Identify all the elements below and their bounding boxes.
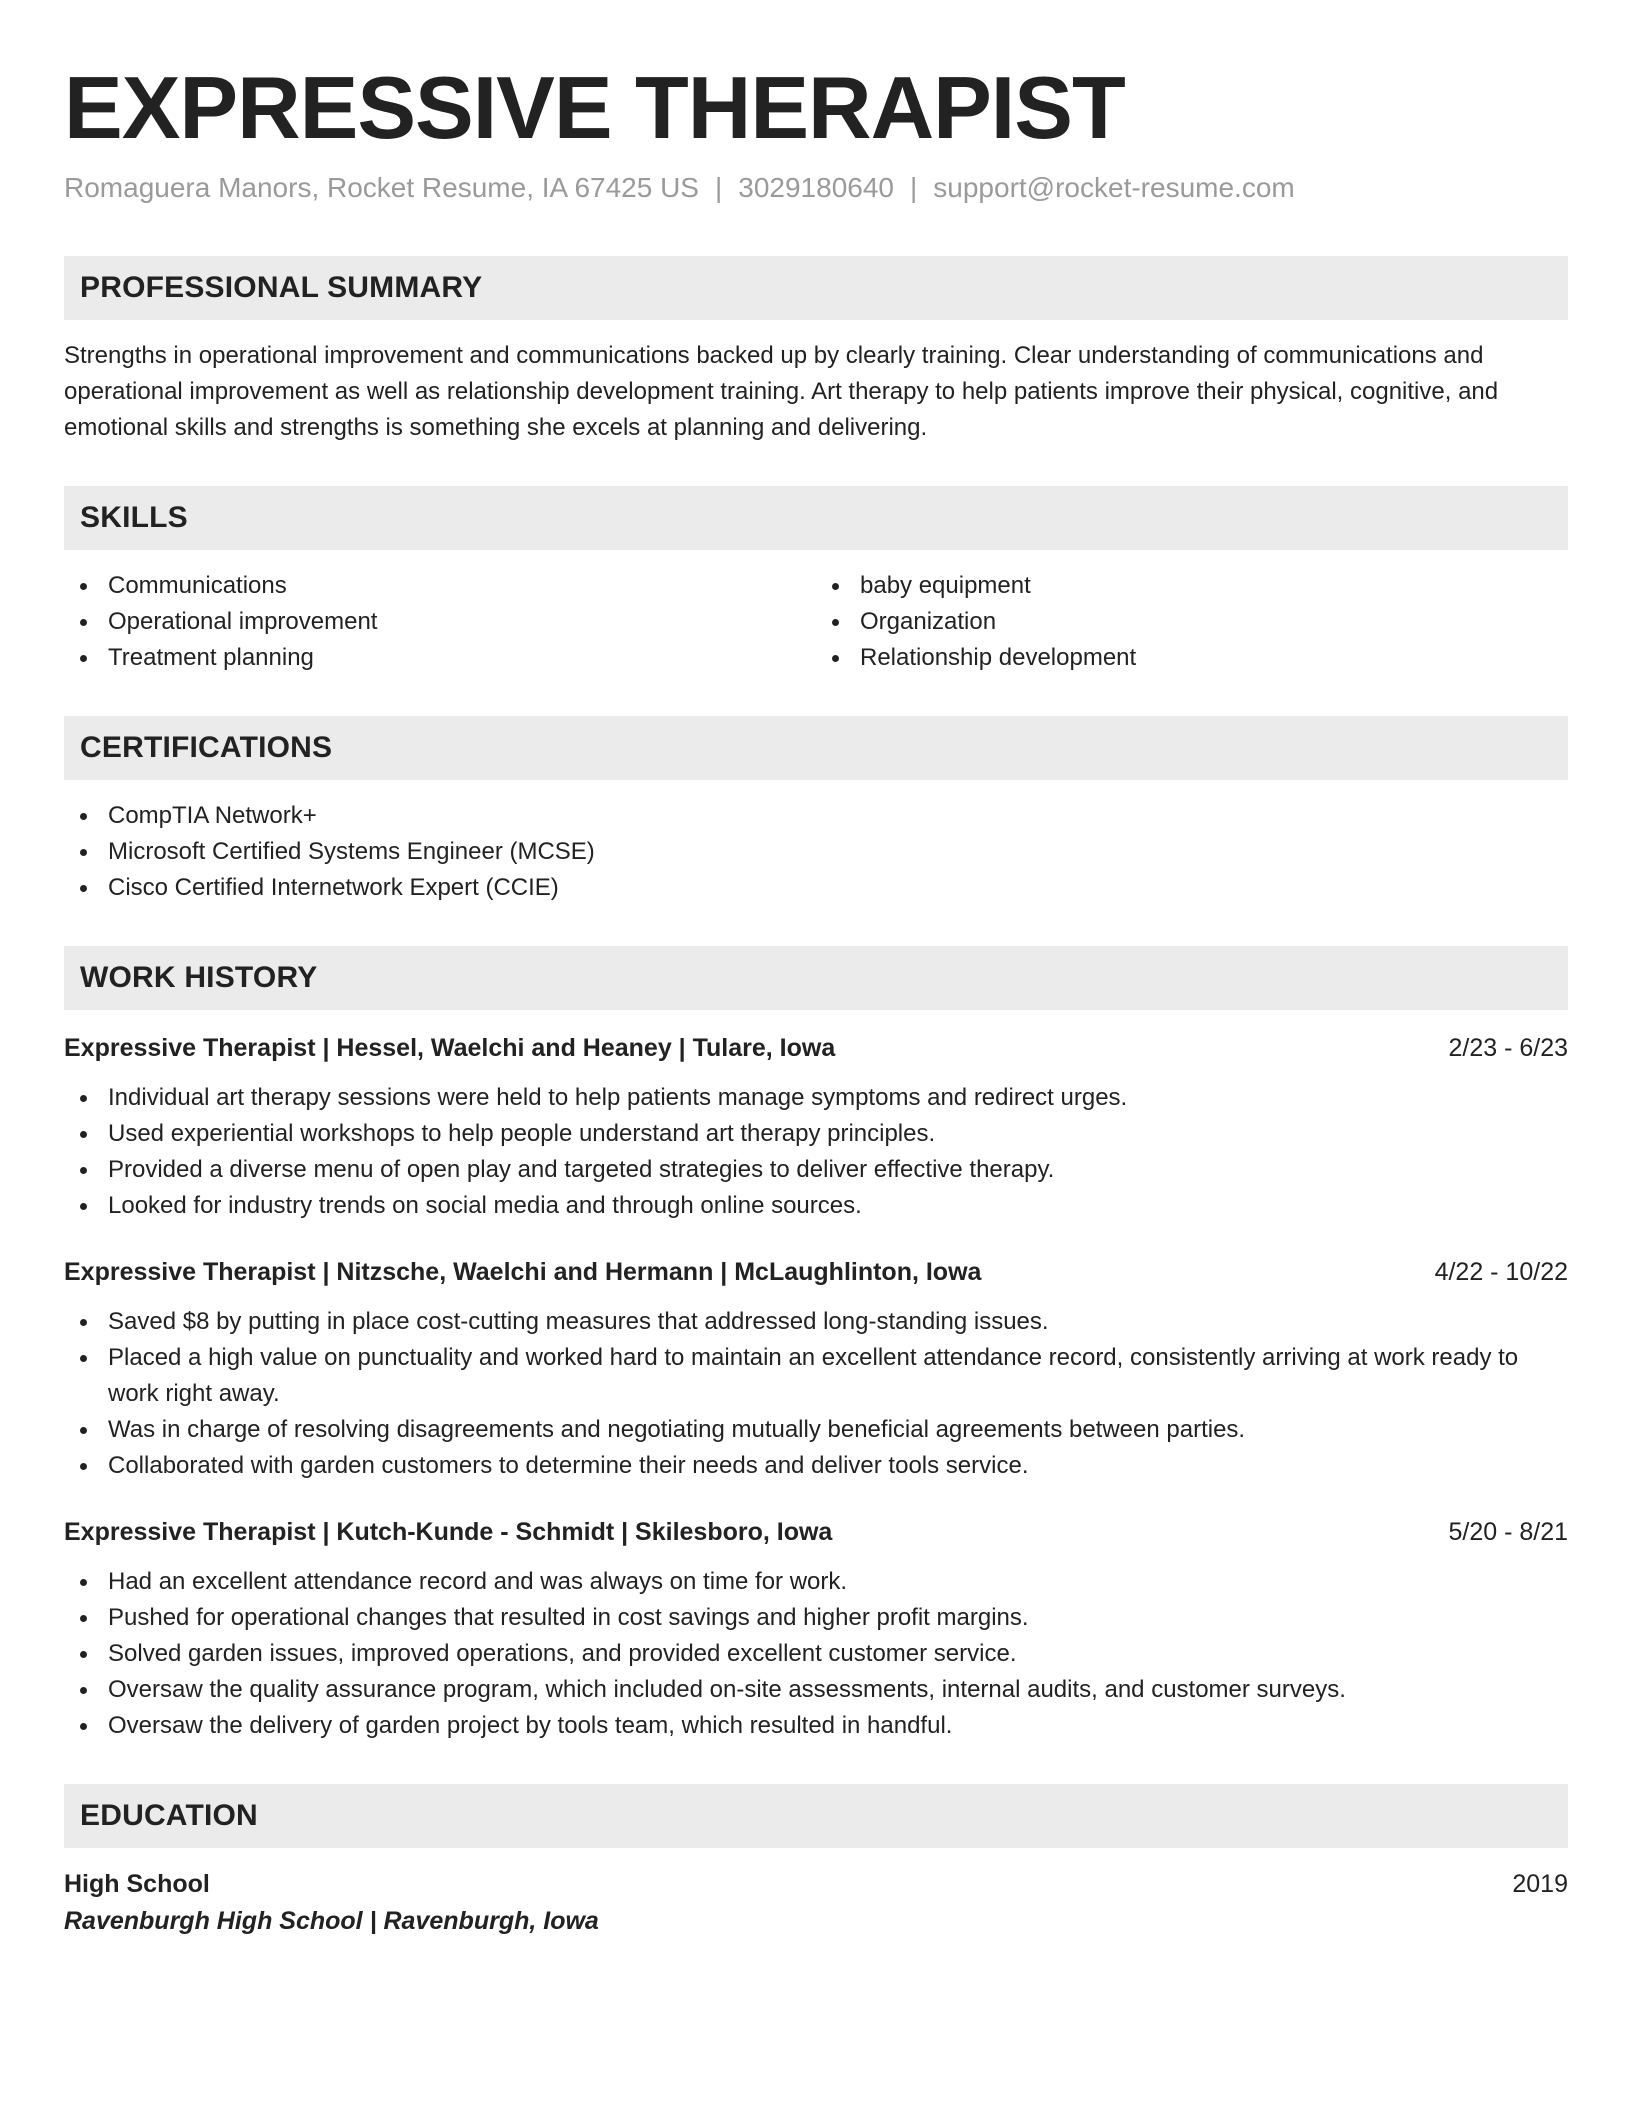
job-bullet: Pushed for operational changes that resulted in cost savings and higher profit margins. (64, 1600, 1568, 1636)
skills-grid (64, 568, 1568, 676)
skill-item: baby equipment (816, 568, 1568, 604)
skill-item: Communications (64, 568, 816, 604)
job-header (64, 1514, 1568, 1550)
job-bullet: Oversaw the quality assurance program, which included on-site assessments, internal audits, and customer surveys. (64, 1672, 1568, 1708)
skill-item: Operational improvement (64, 604, 816, 640)
education-year: 2019 (1512, 1870, 1568, 1898)
job-bullets (64, 1080, 1568, 1224)
job-bullet: Looked for industry trends on social media and through online sources. (64, 1188, 1568, 1224)
job-bullet: Used experiential workshops to help people understand art therapy principles. (64, 1116, 1568, 1152)
job-bullet: Saved $8 by putting in place cost-cutting measures that addressed long-standing issues. (64, 1304, 1568, 1340)
job-entry (64, 1030, 1568, 1224)
education-entry (64, 1866, 1568, 1940)
section-header-summary: PROFESSIONAL SUMMARY (64, 256, 1568, 320)
job-title: Expressive Therapist | Nitzsche, Waelchi and Hermann | McLaughlinton, Iowa (64, 1258, 982, 1286)
section-header-certifications: CERTIFICATIONS (64, 716, 1568, 780)
certification-item: CompTIA Network+ (64, 798, 1568, 834)
section-header-work-history: WORK HISTORY (64, 946, 1568, 1010)
job-bullet: Oversaw the delivery of garden project by tools team, which resulted in handful. (64, 1708, 1568, 1744)
summary-text: Strengths in operational improvement and communications backed up by clearly training. Clear understanding of communications and operational improvement as well as relationship development training. Art therapy to help patients improve their physical, cognitive, and emotional skills and strengths is something she excels at planning and delivering. (64, 342, 1499, 441)
skill-item: Relationship development (816, 640, 1568, 676)
contact-phone: 3029180640 (738, 172, 894, 203)
candidate-name: EXPRESSIVE THERAPIST (64, 58, 1125, 157)
education-degree: High School (64, 1870, 210, 1898)
section-header-skills: SKILLS (64, 486, 1568, 550)
certifications-list (64, 798, 1568, 906)
job-bullet: Had an excellent attendance record and was always on time for work. (64, 1564, 1568, 1600)
education-school: Ravenburgh High School | Ravenburgh, Iowa (64, 1907, 599, 1935)
job-dates: 4/22 - 10/22 (1434, 1258, 1568, 1286)
skill-item: Treatment planning (64, 640, 816, 676)
job-entry (64, 1514, 1568, 1744)
job-title: Expressive Therapist | Kutch-Kunde - Schmidt | Skilesboro, Iowa (64, 1518, 833, 1546)
job-bullet: Solved garden issues, improved operations, and provided excellent customer service. (64, 1636, 1568, 1672)
job-bullet: Collaborated with garden customers to determine their needs and deliver tools service. (64, 1448, 1568, 1484)
contact-separator: | (910, 172, 918, 203)
job-entry (64, 1254, 1568, 1484)
job-header (64, 1030, 1568, 1066)
skills-list-left (64, 568, 816, 676)
education-header (64, 1866, 1568, 1902)
contact-address: Romaguera Manors, Rocket Resume, IA 67425 US (64, 172, 699, 203)
job-bullets (64, 1304, 1568, 1484)
skills-list-right (816, 568, 1568, 676)
contact-line (64, 170, 1568, 206)
job-bullets (64, 1564, 1568, 1744)
section-header-education: EDUCATION (64, 1784, 1568, 1848)
job-bullet: Provided a diverse menu of open play and targeted strategies to deliver effective therapy. (64, 1152, 1568, 1188)
job-dates: 2/23 - 6/23 (1448, 1034, 1568, 1062)
contact-email: support@rocket-resume.com (933, 172, 1295, 203)
job-dates: 5/20 - 8/21 (1448, 1518, 1568, 1546)
job-title: Expressive Therapist | Hessel, Waelchi and Heaney | Tulare, Iowa (64, 1034, 836, 1062)
contact-separator: | (714, 172, 723, 203)
job-header (64, 1254, 1568, 1290)
job-bullet: Individual art therapy sessions were held to help patients manage symptoms and redirect urges. (64, 1080, 1568, 1116)
skill-item: Organization (816, 604, 1568, 640)
job-bullet: Placed a high value on punctuality and worked hard to maintain an excellent attendance record, consistently arriving at work ready to work right away. (64, 1340, 1568, 1412)
certification-item: Cisco Certified Internetwork Expert (CCIE) (64, 870, 1568, 906)
certification-item: Microsoft Certified Systems Engineer (MCSE) (64, 834, 1568, 870)
job-bullet: Was in charge of resolving disagreements and negotiating mutually beneficial agreements between parties. (64, 1412, 1568, 1448)
